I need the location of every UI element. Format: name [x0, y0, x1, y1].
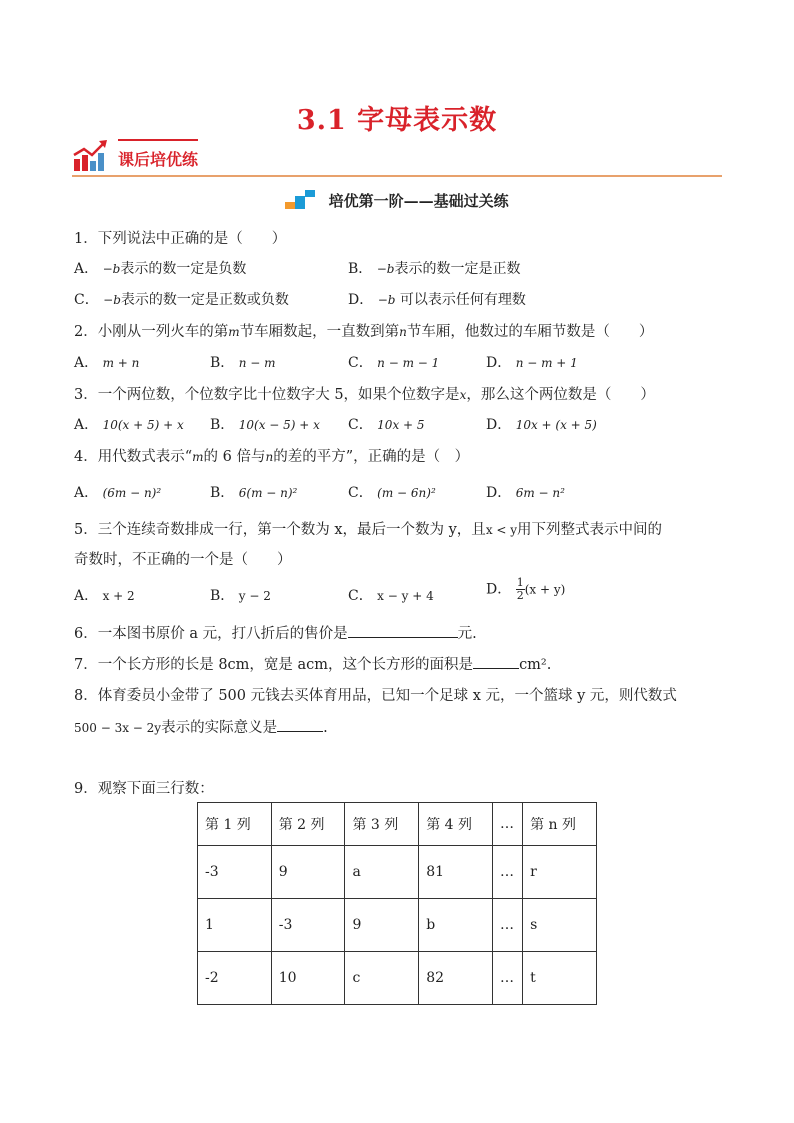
q3-option-c: C． 10x + 5: [348, 417, 425, 433]
table-cell: r: [523, 846, 597, 899]
q4-stem: 4．用代数式表示“m的 6 倍与n的差的平方”，正确的是（ ）: [74, 449, 470, 465]
table-cell: -2: [198, 952, 272, 1005]
table-cell: s: [523, 899, 597, 952]
table-cell: t: [523, 952, 597, 1005]
table-cell: -3: [271, 899, 345, 952]
table-cell: 9: [345, 899, 419, 952]
table-header-cell: …: [492, 803, 522, 846]
fraction: $\frac{1}{2}$: [516, 576, 524, 602]
table-header-cell: 第 2 列: [271, 803, 345, 846]
q3-option-b: B． 10(x − 5) + x: [210, 417, 320, 433]
q1-stem: 1．下列说法中正确的是（ ）: [74, 231, 287, 247]
table-cell: …: [492, 846, 522, 899]
table-cell: 81: [419, 846, 493, 899]
table-cell: 1: [198, 899, 272, 952]
q4-option-b: B． 6(m − n)²: [210, 485, 298, 501]
q2-option-d: D． n − m + 1: [486, 355, 578, 371]
q6-answer-blank[interactable]: [348, 625, 458, 638]
page-title: 3.1 字母表示数: [296, 105, 498, 136]
q2-option-c: C． n − m − 1: [348, 355, 440, 371]
table-cell: 9: [271, 846, 345, 899]
q1-option-a: A． −b表示的数一定是负数: [74, 261, 247, 277]
q8-stem-line1: 8．体育委员小金带了 500 元钱去买体育用品，已知一个足球 x 元，一个篮球 y 元，则代数式: [74, 688, 677, 704]
header-rule: [72, 175, 722, 177]
q2-option-b: B． n − m: [210, 355, 276, 371]
q4-option-c: C． (m − 6n)²: [348, 485, 436, 501]
section-header: [72, 137, 722, 177]
q7-answer-blank[interactable]: [473, 656, 519, 669]
q5-option-c: C． x − y + 4: [348, 588, 434, 604]
table-cell: …: [492, 899, 522, 952]
table-cell: 82: [419, 952, 493, 1005]
steps-icon: [285, 190, 319, 210]
growth-chart-icon: [72, 139, 110, 173]
table-cell: c: [345, 952, 419, 1005]
q6-stem: 6．一本图书原价 a 元，打八折后的售价是 元.: [74, 626, 477, 642]
q1-option-b: B． −b表示的数一定是正数: [348, 261, 521, 277]
q3-option-d: D． 10x + (x + 5): [486, 417, 597, 433]
table-cell: b: [419, 899, 493, 952]
q5-option-b: B． y − 2: [210, 588, 271, 604]
q5-option-d: D． $\frac{1}{2}$ (x + y): [486, 576, 566, 602]
q8-stem-line2: 500 − 3x − 2y表示的实际意义是 .: [74, 720, 328, 736]
table-row: [198, 952, 597, 1005]
q3-stem: 3．一个两位数，个位数字比十位数字大 5，如果个位数字是x，那么这个两位数是（ ）: [74, 387, 655, 403]
subsection-heading: [0, 190, 794, 211]
table-cell: -3: [198, 846, 272, 899]
q9-stem: 9．观察下面三行数：: [74, 781, 214, 797]
q3-option-a: A． 10(x + 5) + x: [74, 417, 184, 433]
table-header-cell: 第 1 列: [198, 803, 272, 846]
table-cell: …: [492, 952, 522, 1005]
table-cell: 10: [271, 952, 345, 1005]
table-header-row: [198, 803, 597, 846]
header-accent-line: [118, 139, 198, 141]
q4-option-d: D． 6m − n²: [486, 485, 565, 501]
table-header-cell: 第 4 列: [419, 803, 493, 846]
table-header-cell: 第 n 列: [523, 803, 597, 846]
q5-option-a: A． x + 2: [74, 588, 135, 604]
table-header-cell: 第 3 列: [345, 803, 419, 846]
q4-option-a: A． (6m − n)²: [74, 485, 162, 501]
q5-stem-line2: 奇数时，不正确的一个是（ ）: [74, 552, 292, 568]
table-cell: a: [345, 846, 419, 899]
section-label: 课后培优练: [118, 150, 199, 169]
table-row: [198, 846, 597, 899]
subsection-label: 培优第一阶——基础过关练: [328, 192, 509, 210]
q1-option-d: D． −b 可以表示任何有理数: [348, 292, 526, 308]
q2-option-a: A． m + n: [74, 355, 140, 371]
q8-answer-blank[interactable]: [277, 719, 323, 732]
number-table: [197, 802, 597, 1005]
q7-stem: 7．一个长方形的长是 8cm，宽是 acm，这个长方形的面积是 cm².: [74, 657, 552, 673]
table-row: [198, 899, 597, 952]
q1-option-c: C． −b表示的数一定是正数或负数: [74, 292, 289, 308]
q2-stem: 2．小刚从一列火车的第m节车厢数起，一直数到第n节车厢，他数过的车厢节数是（ ）: [74, 324, 654, 340]
q5-stem-line1: 5．三个连续奇数排成一行，第一个数为 x，最后一个数为 y，且x < y用下列整式表示中间的: [74, 522, 663, 538]
